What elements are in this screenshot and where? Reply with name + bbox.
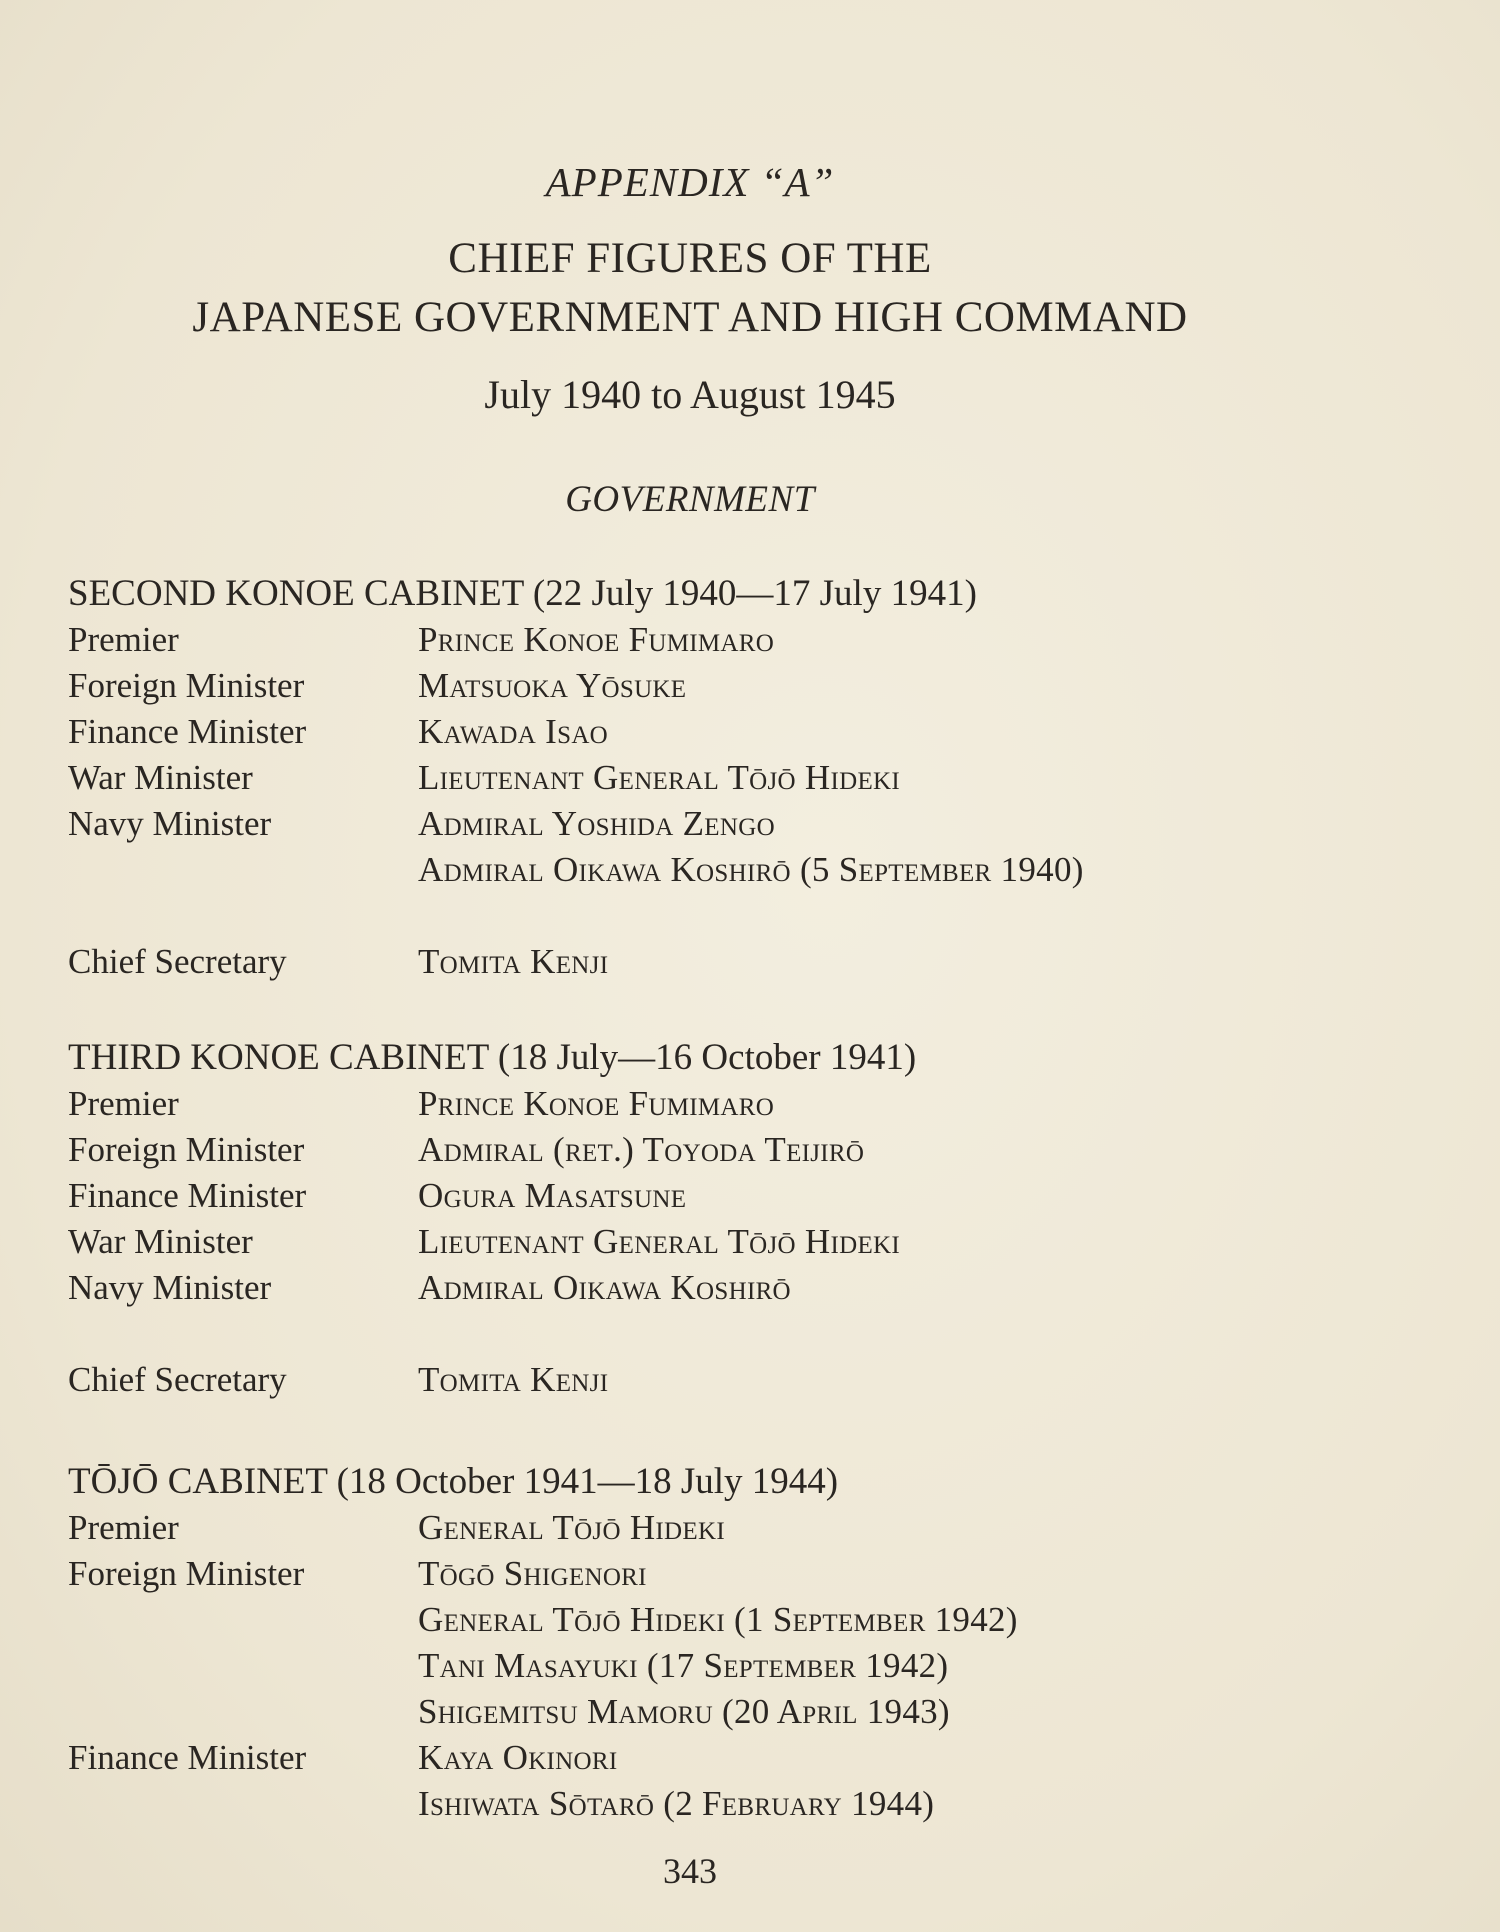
cabinet-heading-tojo: TŌJŌ CABINET (18 October 1941—18 July 1944): [68, 1461, 839, 1502]
page-number: 343: [663, 1851, 717, 1891]
role-label: Finance Minister: [68, 1738, 307, 1777]
person-name: Admiral Yoshida Zengo: [418, 804, 775, 843]
role-label: Chief Secretary: [68, 942, 287, 981]
role-label: Premier: [68, 620, 179, 659]
person-name: General Tōjō Hideki: [418, 1508, 725, 1547]
role-label: Foreign Minister: [68, 1130, 305, 1169]
role-label: Foreign Minister: [68, 1554, 305, 1593]
person-name: Ogura Masatsune: [418, 1176, 687, 1215]
person-name: Prince Konoe Fumimaro: [418, 620, 775, 659]
person-name: Admiral Oikawa Koshirō: [418, 1268, 791, 1307]
role-label: War Minister: [68, 758, 253, 797]
person-name: Admiral Oikawa Koshirō (5 September 1940): [418, 850, 1084, 889]
page-title-line-1: CHIEF FIGURES OF THE: [448, 235, 932, 282]
appendix-label: APPENDIX “A”: [545, 159, 835, 205]
person-name: Lieutenant General Tōjō Hideki: [418, 1222, 901, 1261]
role-label: War Minister: [68, 1222, 253, 1261]
person-name: Lieutenant General Tōjō Hideki: [418, 758, 901, 797]
person-name: Kawada Isao: [418, 712, 609, 751]
page-title-line-2: JAPANESE GOVERNMENT AND HIGH COMMAND: [192, 294, 1188, 341]
role-label: Finance Minister: [68, 712, 307, 751]
role-label: Foreign Minister: [68, 666, 305, 705]
person-name: Prince Konoe Fumimaro: [418, 1084, 775, 1123]
person-name: Kaya Okinori: [418, 1738, 618, 1777]
cabinet-heading-third-konoe: THIRD KONOE CABINET (18 July—16 October 1941): [68, 1037, 917, 1078]
role-label: Finance Minister: [68, 1176, 307, 1215]
section-heading: GOVERNMENT: [565, 479, 815, 520]
cabinet-heading-second-konoe: SECOND KONOE CABINET (22 July 1940—17 July 1941): [68, 573, 977, 614]
role-label: Premier: [68, 1508, 179, 1547]
person-name: Tōgō Shigenori: [418, 1554, 647, 1593]
person-name: Admiral (ret.) Toyoda Teijirō: [418, 1130, 865, 1169]
role-label: Chief Secretary: [68, 1360, 287, 1399]
person-name: Tomita Kenji: [418, 942, 609, 981]
person-name: Matsuoka Yōsuke: [418, 666, 687, 705]
date-range: July 1940 to August 1945: [484, 372, 896, 417]
person-name: Shigemitsu Mamoru (20 April 1943): [418, 1692, 950, 1731]
role-label: Navy Minister: [68, 804, 272, 843]
role-label: Navy Minister: [68, 1268, 272, 1307]
role-label: Premier: [68, 1084, 179, 1123]
person-name: General Tōjō Hideki (1 September 1942): [418, 1600, 1018, 1639]
person-name: Tomita Kenji: [418, 1360, 609, 1399]
person-name: Tani Masayuki (17 September 1942): [418, 1646, 949, 1685]
person-name: Ishiwata Sōtarō (2 February 1944): [418, 1784, 935, 1823]
